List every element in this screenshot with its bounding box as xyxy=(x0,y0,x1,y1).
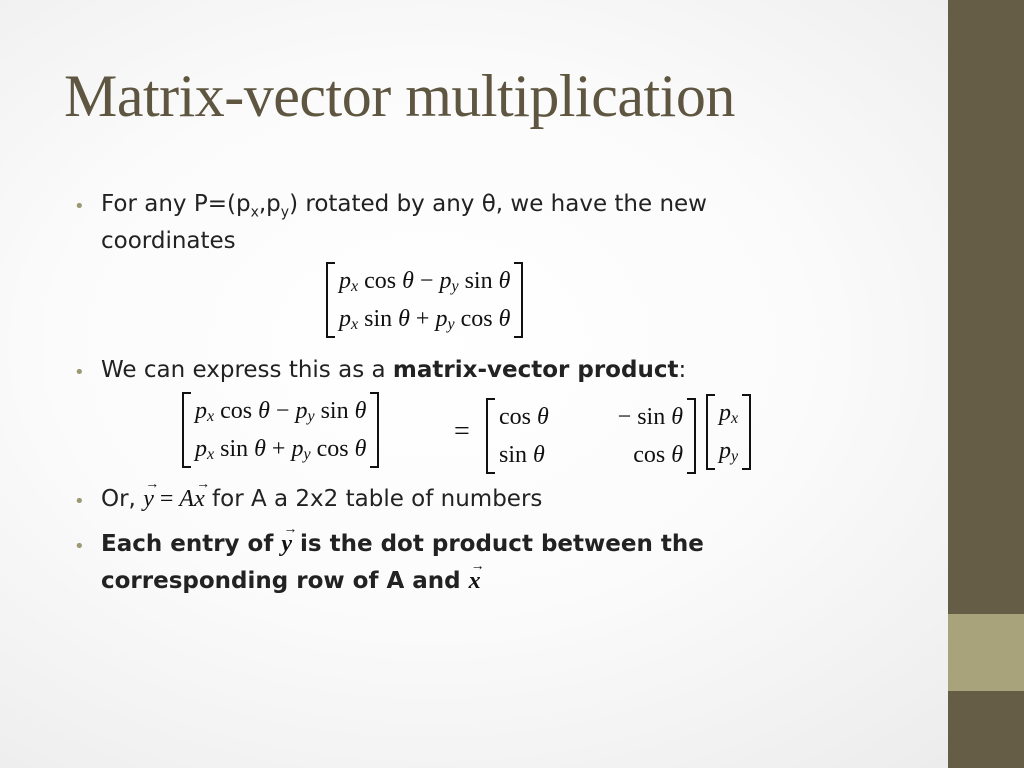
bullet-1-text-a: For any P=(p xyxy=(101,191,251,217)
bullet-marker: • xyxy=(74,491,85,512)
bullet-3-equation: y → = Ax → xyxy=(143,486,205,512)
bullet-4-text-b: is the dot product between the xyxy=(292,531,704,557)
matrix-cell-12: − sin θ xyxy=(617,403,683,430)
bullet-1-sub-y: y xyxy=(280,204,290,221)
matrix-cell-11: cos θ xyxy=(499,403,549,430)
bullet-2-tail: : xyxy=(678,357,687,383)
left-bracket xyxy=(182,392,191,468)
p-vector xyxy=(706,394,751,470)
rotated-vector xyxy=(326,262,523,338)
sidebar-accent xyxy=(948,614,1024,691)
matrix-cell-22: cos θ xyxy=(633,441,683,468)
bullet-3 xyxy=(101,481,542,518)
equals-sign: = xyxy=(454,416,470,447)
left-bracket xyxy=(326,262,335,338)
rotated-vector-row-2: p x sin θ + p y cos θ xyxy=(339,305,511,333)
bullet-4-vector-x: x → xyxy=(469,563,481,600)
sidebar-decoration xyxy=(948,0,1024,768)
bullet-2-text: We can express this as a xyxy=(101,357,393,383)
bullet-marker: • xyxy=(74,536,85,557)
bullet-2-bold: matrix-vector product xyxy=(392,357,679,383)
lhs-vector xyxy=(182,392,379,468)
p-vector-body xyxy=(715,394,742,470)
bullet-3-text-b: for A a 2x2 table of numbers xyxy=(204,486,543,512)
right-bracket xyxy=(514,262,523,338)
bullet-1-text-c: ) rotated by any θ, we have the new xyxy=(289,191,707,217)
bullet-2 xyxy=(101,352,686,389)
lhs-vector-body xyxy=(191,392,370,468)
left-bracket xyxy=(486,398,495,474)
bullet-1-line-2: coordinates xyxy=(101,228,236,254)
matrix-row-1 xyxy=(499,398,683,436)
bullet-3-text-a: Or, xyxy=(101,486,144,512)
bullet-4-text-a: Each entry of xyxy=(101,531,282,557)
left-bracket xyxy=(706,394,715,470)
lhs-row-2: p x sin θ + p y cos θ xyxy=(195,435,367,463)
bullet-4-line-1 xyxy=(101,526,704,563)
rotated-vector-row-1: p x cos θ − p y sin θ xyxy=(339,267,511,295)
right-bracket xyxy=(742,394,751,470)
matrix-cell-21: sin θ xyxy=(499,441,545,468)
p-vector-row-2: p y xyxy=(719,437,739,465)
slide-title: Matrix-vector multiplication xyxy=(64,63,735,129)
rotation-matrix xyxy=(486,398,696,474)
p-vector-row-1: p x xyxy=(719,399,739,427)
right-bracket xyxy=(687,398,696,474)
right-bracket xyxy=(370,392,379,468)
bullet-4-text-c: corresponding row of A and xyxy=(101,568,469,594)
bullet-1-sub-x: x xyxy=(250,204,259,221)
rotation-matrix-body xyxy=(495,398,687,474)
matrix-row-2 xyxy=(499,436,683,474)
bullet-marker: • xyxy=(74,362,85,383)
lhs-row-1: p x cos θ − p y sin θ xyxy=(195,397,367,425)
rotated-vector-body xyxy=(335,262,514,338)
bullet-marker: • xyxy=(74,196,85,217)
bullet-1-text-b: ,p xyxy=(258,191,281,217)
bullet-4-vector-y: y → xyxy=(281,526,292,563)
bullet-4-line-2 xyxy=(101,563,481,600)
